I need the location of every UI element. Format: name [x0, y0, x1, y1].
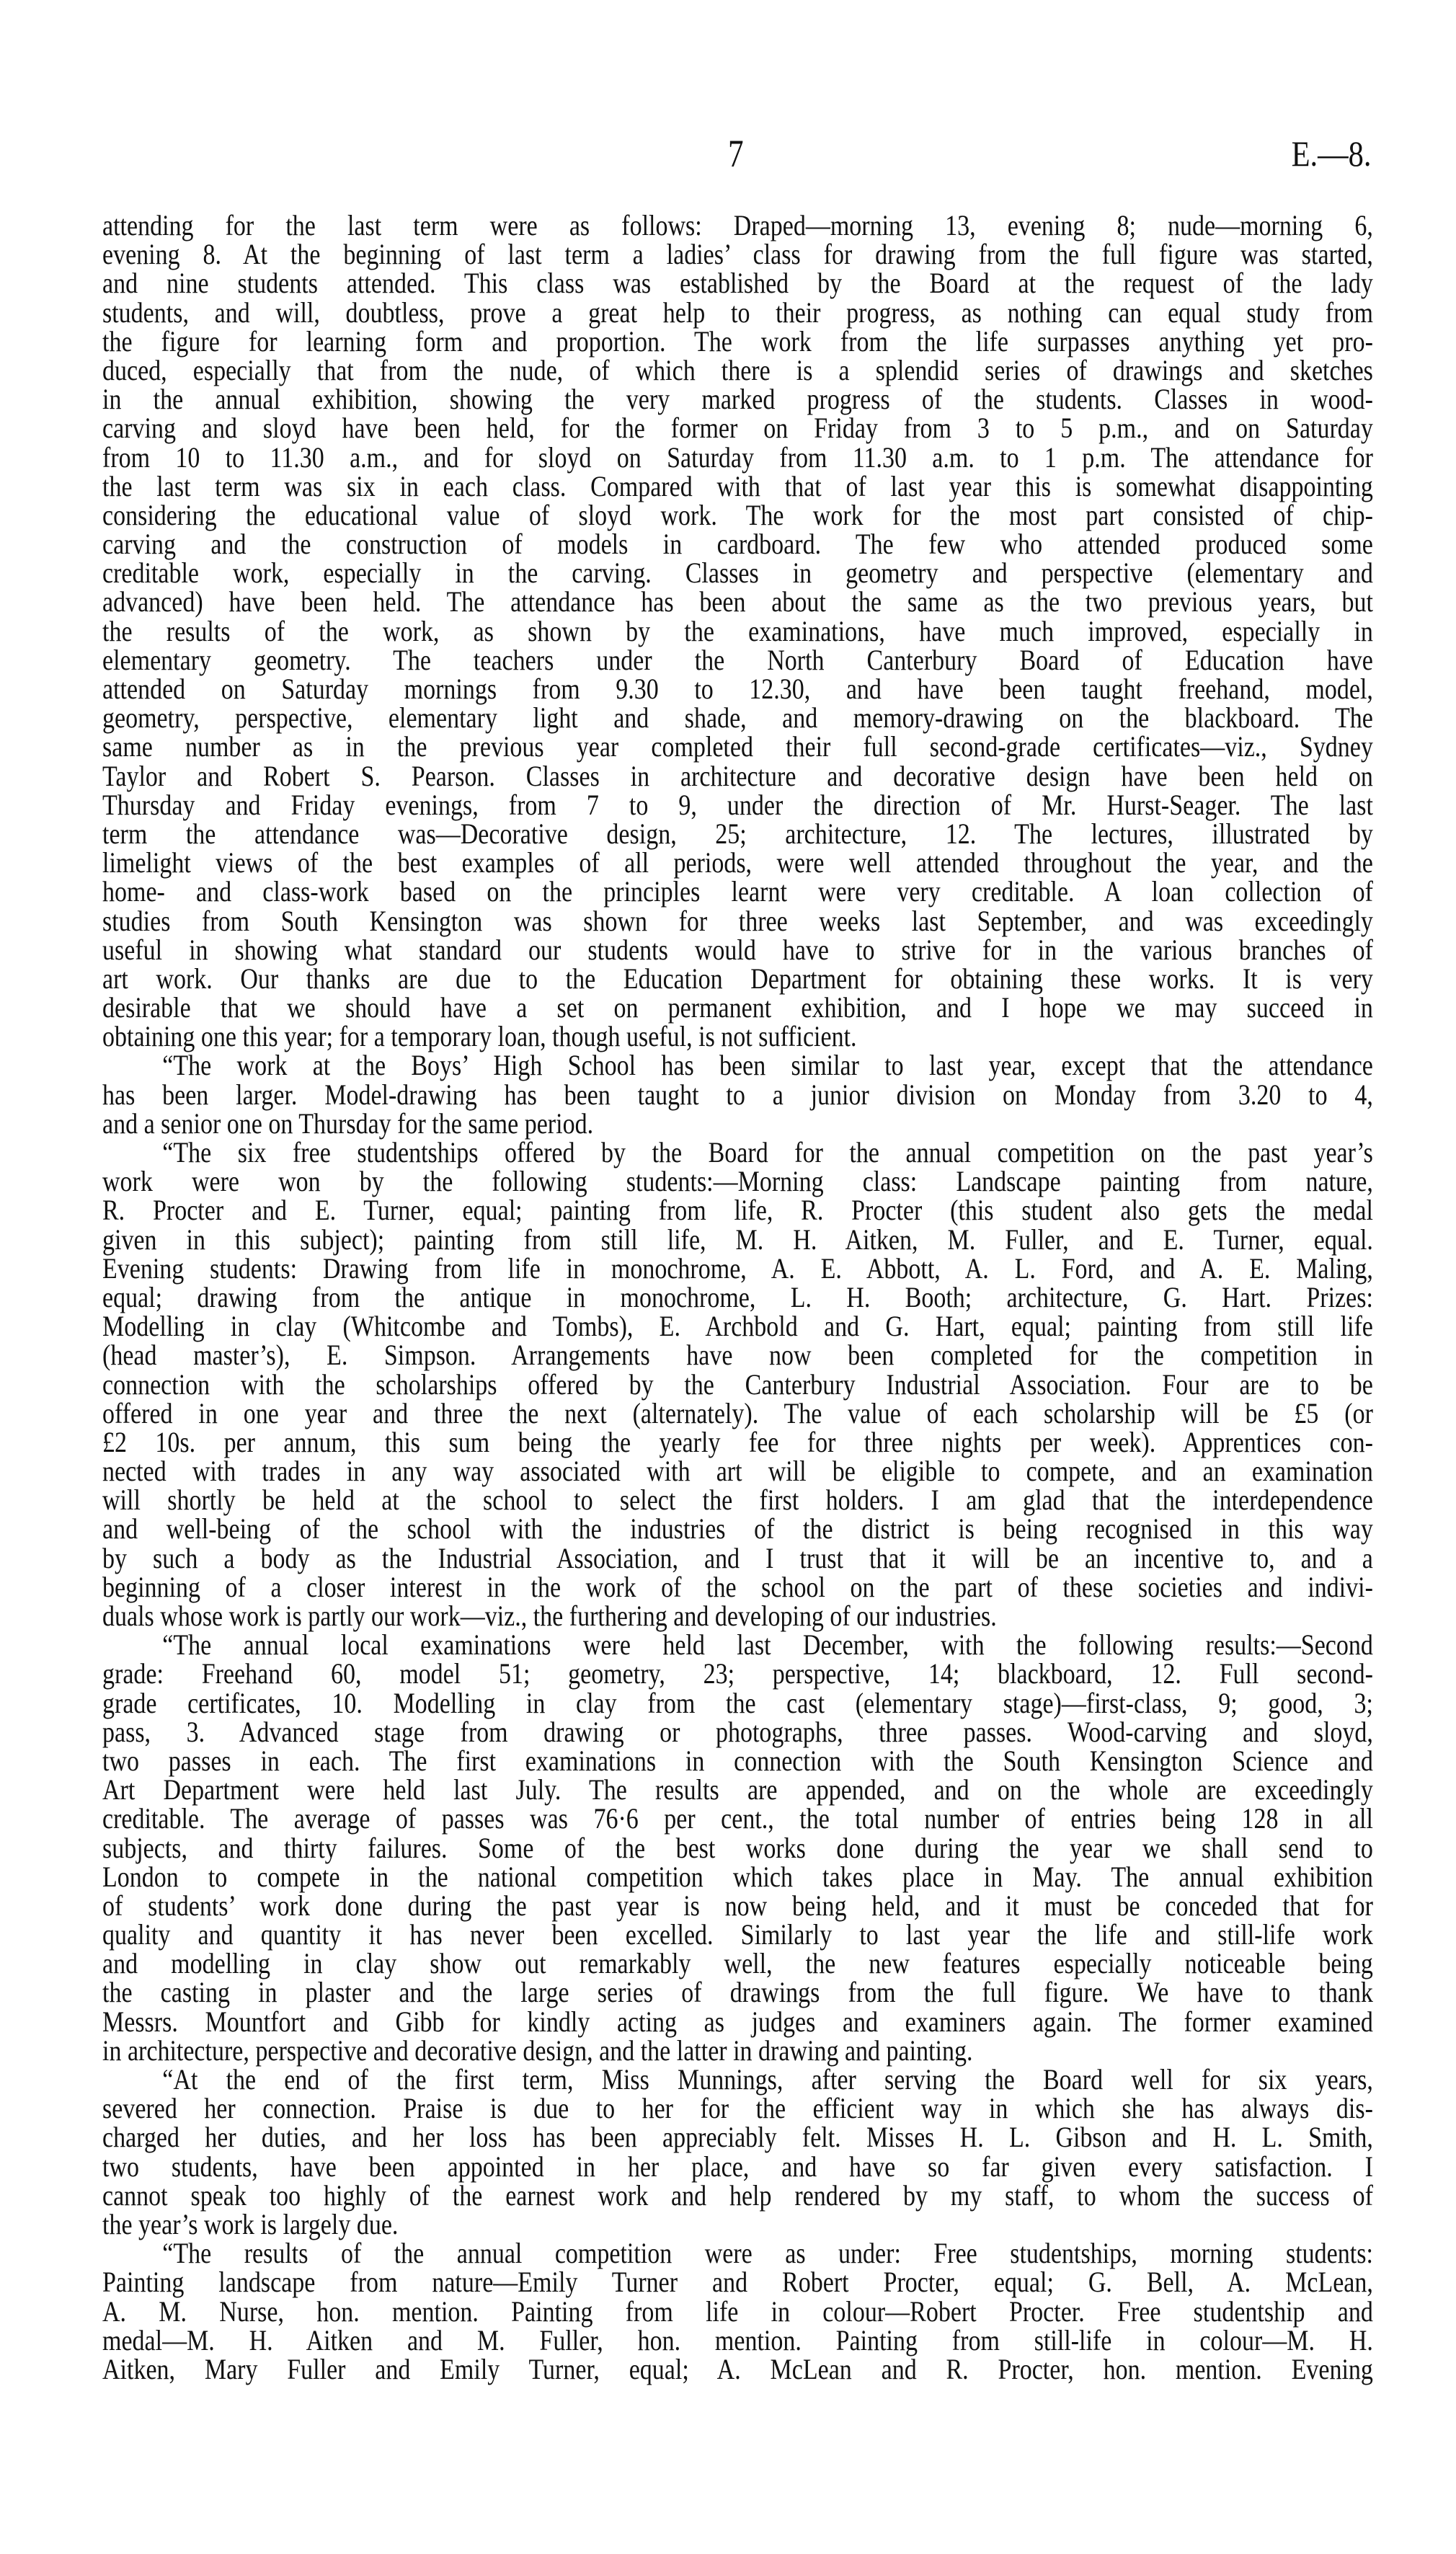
text-line: and nine students attended. This class was established by the Board at the request of the lady [102, 267, 1373, 300]
text-line: carving and sloyd have been held, for the former on Friday from 3 to 5 p.m., and on Saturday [102, 412, 1373, 445]
text-line: quality and quantity it has never been excelled. Similarly to last year the life and still-life work [102, 1918, 1373, 1951]
text-line: the last term was six in each class. Compared with that of last year this is somewhat disappointing [102, 469, 1373, 502]
text-line: Evening students: Drawing from life in monochrome, A. E. Abbott, A. L. Ford, and A. E. Maling, [102, 1251, 1373, 1285]
text-line: will shortly be held at the school to select the first holders. I am glad that the interdependence [102, 1484, 1373, 1517]
paragraph [102, 1628, 1373, 2067]
text-line: by such a body as the Industrial Association, and I trust that it will be an incentive to, and a [102, 1541, 1373, 1574]
text-line: the figure for learning form and proportion. The work from the life surpasses anything yet pro- [102, 324, 1373, 358]
text-line: and modelling in clay show out remarkably well, the new features especially noticeable being [102, 1947, 1373, 1980]
text-line: carving and the construction of models in cardboard. The few who attended produced some [102, 528, 1373, 561]
text-line: of students’ work done during the past year is now being held, and it must be conceded that for [102, 1889, 1373, 1922]
text-line: home- and class-work based on the principles learnt were very creditable. A loan collection of [102, 875, 1373, 908]
text-line: Painting landscape from nature—Emily Turner and Robert Procter, equal; G. Bell, A. McLean, [102, 2266, 1373, 2299]
text-line: Messrs. Mountfort and Gibb for kindly acting as judges and examiners again. The former examined [102, 2005, 1373, 2038]
text-line: art work. Our thanks are due to the Education Department for obtaining these works. It is very [102, 962, 1373, 995]
text-line: limelight views of the best examples of all periods, were well attended throughout the year, and the [102, 846, 1373, 879]
text-line: nected with trades in any way associated with art will be eligible to compete, and an examination [102, 1455, 1373, 1488]
text-line: Modelling in clay (Whitcombe and Tombs), E. Archbold and G. Hart, equal; painting from still life [102, 1310, 1373, 1343]
text-line: (head master’s), E. Simpson. Arrangements have now been completed for the competition in [102, 1339, 1373, 1372]
paragraph [102, 1051, 1373, 1138]
document-reference: E.—8. [1292, 133, 1372, 174]
text-line: connection with the scholarships offered by the Canterbury Industrial Association. Four are to be [102, 1367, 1373, 1401]
paragraph [102, 1138, 1373, 1631]
text-line: “The annual local examinations were held last December, with the following results:—Second [162, 1628, 1373, 1662]
text-line: subjects, and thirty failures. Some of the best works done during the year we shall send to [102, 1831, 1373, 1864]
text-line: creditable work, especially in the carving. Classes in geometry and perspective (elementary and [102, 557, 1373, 590]
text-line: equal; drawing from the antique in monochrome, L. H. Booth; architecture, G. Hart. Prizes: [102, 1280, 1373, 1313]
text-line: Art Department were held last July. The results are appended, and on the whole are exceedingly [102, 1773, 1373, 1806]
text-line: “The six free studentships offered by the Board for the annual competition on the past year’s [162, 1136, 1373, 1169]
page-number: 7 [728, 132, 744, 175]
text-line: creditable. The average of passes was 76·6 per cent., the total number of entries being 128 in all [102, 1802, 1373, 1835]
text-line: evening 8. At the beginning of last term a ladies’ class for drawing from the full figure was started, [102, 238, 1373, 271]
text-line: from 10 to 11.30 a.m., and for sloyd on Saturday from 11.30 a.m. to 1 p.m. The attendance for [102, 440, 1373, 474]
paragraph [102, 211, 1373, 1051]
text-line: £2 10s. per annum, this sum being the yearly fee for three nights per week). Apprentices con- [102, 1425, 1373, 1458]
text-line: beginning of a closer interest in the work of the school on the part of these societies and indivi- [102, 1570, 1373, 1603]
text-line: useful in showing what standard our students would have to strive for in the various branches of [102, 933, 1373, 966]
text-line: duals whose work is partly our work—viz., the furthering and developing of our industries. [102, 1600, 997, 1632]
text-line: severed her connection. Praise is due to her for the efficient way in which she has always dis- [102, 2092, 1373, 2125]
text-line: attending for the last term were as follows: Draped—morning 13, evening 8; nude—morning 6, [102, 209, 1373, 241]
text-line: same number as in the previous year completed their full second-grade certificates—viz., Sydney [102, 730, 1373, 763]
text-line: pass, 3. Advanced stage from drawing or photographs, three passes. Wood-carving and sloyd, [102, 1715, 1373, 1748]
text-line: “The results of the annual competition were as under: Free studentships, morning students: [162, 2237, 1373, 2270]
text-line: Taylor and Robert S. Pearson. Classes in architecture and decorative design have been held on [102, 759, 1373, 792]
text-line: the year’s work is largely due. [102, 2207, 399, 2240]
body-text [102, 211, 1373, 2384]
text-line: offered in one year and three the next (alternately). The value of each scholarship will be £5 (or [102, 1396, 1373, 1429]
text-line: Aitken, Mary Fuller and Emily Turner, equal; A. McLean and R. Procter, hon. mention. Evening [102, 2352, 1373, 2385]
text-line: desirable that we should have a set on permanent exhibition, and I hope we may succeed in [102, 991, 1373, 1024]
text-line: studies from South Kensington was shown for three weeks last September, and was exceedingly [102, 904, 1373, 937]
text-line: “The work at the Boys’ High School has been similar to last year, except that the attendance [162, 1049, 1373, 1082]
text-line: the casting in plaster and the large series of drawings from the full figure. We have to thank [102, 1976, 1373, 2009]
text-line: charged her duties, and her loss has been appreciably felt. Misses H. L. Gibson and H. L. Smith, [102, 2121, 1373, 2154]
text-line: geometry, perspective, elementary light and shade, and memory-drawing on the blackboard. The [102, 701, 1373, 735]
text-line: and a senior one on Thursday for the same period. [102, 1107, 594, 1140]
text-line: in architecture, perspective and decorative design, and the latter in drawing and painting. [102, 2034, 973, 2067]
text-line: Thursday and Friday evenings, from 7 to 9, under the direction of Mr. Hurst-Seager. The last [102, 788, 1373, 821]
text-line: medal—M. H. Aitken and M. Fuller, hon. mention. Painting from still-life in colour—M. H. [102, 2323, 1373, 2356]
text-line: in the annual exhibition, showing the very marked progress of the students. Classes in wood- [102, 383, 1373, 416]
text-line: students, and will, doubtless, prove a great help to their progress, as nothing can equal study from [102, 296, 1373, 329]
text-line: grade: Freehand 60, model 51; geometry, 23; perspective, 14; blackboard, 12. Full second- [102, 1657, 1373, 1690]
text-line: duced, especially that from the nude, of which there is a splendid series of drawings and sketches [102, 353, 1373, 386]
text-line: R. Procter and E. Turner, equal; painting from life, R. Procter (this student also gets the medal [102, 1194, 1373, 1227]
text-line: London to compete in the national competition which takes place in May. The annual exhibition [102, 1860, 1373, 1893]
paragraph [102, 2065, 1373, 2239]
text-line: attended on Saturday mornings from 9.30 to 12.30, and have been taught freehand, model, [102, 673, 1373, 705]
text-line: two students, have been appointed in her place, and have so far given every satisfaction. I [102, 2150, 1373, 2183]
text-line: two passes in each. The first examinations in connection with the South Kensington Science and [102, 1744, 1373, 1777]
text-line: A. M. Nurse, hon. mention. Painting from life in colour—Robert Procter. Free studentship and [102, 2294, 1373, 2328]
text-line: and well-being of the school with the industries of the district is being recognised in this way [102, 1512, 1373, 1546]
text-line: term the attendance was—Decorative design, 25; architecture, 12. The lectures, illustrated by [102, 817, 1373, 850]
text-line: considering the educational value of sloyd work. The work for the most part consisted of chip- [102, 498, 1373, 531]
page-header [0, 130, 1456, 177]
text-line: elementary geometry. The teachers under the North Canterbury Board of Education have [102, 643, 1373, 676]
text-line: advanced) have been held. The attendance has been about the same as the two previous years, but [102, 585, 1373, 618]
text-line: “At the end of the first term, Miss Munnings, after serving the Board well for six years, [162, 2063, 1373, 2096]
text-line: the results of the work, as shown by the examinations, have much improved, especially in [102, 614, 1373, 647]
text-line: cannot speak too highly of the earnest work and help rendered by my staff, to whom the success of [102, 2178, 1373, 2212]
paragraph [102, 2239, 1373, 2384]
text-line: grade certificates, 10. Modelling in clay from the cast (elementary stage)—first-class, 9; good, 3; [102, 1686, 1373, 1719]
text-line: given in this subject); painting from still life, M. H. Aitken, M. Fuller, and E. Turner, equal. [102, 1223, 1373, 1256]
text-line: obtaining one this year; for a temporary loan, though useful, is not sufficient. [102, 1020, 857, 1053]
text-line: work were won by the following students:—Morning class: Landscape painting from nature, [102, 1165, 1373, 1198]
text-line: has been larger. Model-drawing has been taught to a junior division on Monday from 3.20 to 4, [102, 1078, 1373, 1111]
